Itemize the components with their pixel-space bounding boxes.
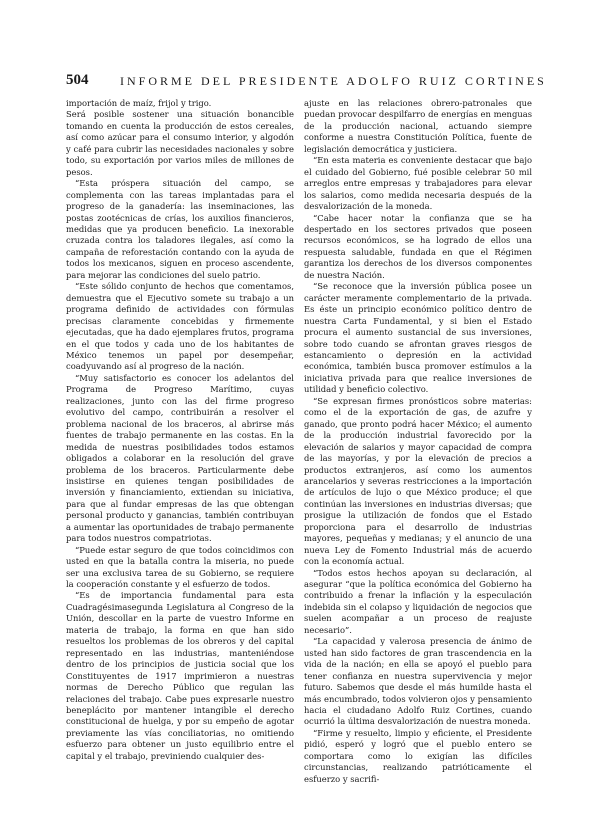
- page-number: 504: [66, 72, 89, 88]
- paragraph: “Todos estos hechos apoyan su declaración, al asegurar “que la política económica del Gobierno ha contribuido a frenar la inflación y la especulación indebida sin el colapso y liquidación de negocios que suelen acompañar a un proceso de reajuste necesario”.: [304, 567, 532, 635]
- paragraph: “Puede estar seguro de que todos coincidimos con usted en que la batalla contra la miseria, no puede ser una exclusiva tarea de su Gobierno, se requiere la cooperación constante y el esfuerzo de todos.: [66, 544, 294, 590]
- paragraph: “Muy satisfactorio es conocer los adelantos del Programa de Progreso Marítimo, cuyas realizaciones, junto con las del firme progreso evolutivo del campo, contribuirán a resolver el problema nacional de los braceros, al abrirse más fuentes de trabajo permanente en las costas. En la medida de nuestras posibilidades todos estamos obligados a colaborar en la resolución del grave problema de los braceros. Particularmente debe insistirse en quienes tengan posibilidades de inversión y financiamiento, extiendan su iniciativa, para que al fundar empresas de las que obtengan personal producto y ganancias, también contribuyan a aumentar las oportunidades de trabajo permanente para todos nuestros compatriotas.: [66, 372, 294, 544]
- paragraph: importación de maíz, frijol y trigo.: [66, 98, 212, 108]
- paragraph: “Esta próspera situación del campo, se complementa con las tareas implantadas para el progreso de la ganadería: las inseminaciones, las postas zootécnicas de crías, los auxilios financieros, medidas que ya producen beneficio. La inexorable cruzada contra los taladores ilegales, así como la campaña de reforestación contando con la ayuda de todos los mexicanos, siguen en proceso ascendente, para mejorar las condiciones del suelo patrio.: [66, 178, 294, 280]
- paragraph: ajuste en las relaciones obrero-patronales que puedan provocar despilfarro de energías en menguas de la producción nacional, actuando siempre conforme a nuestra Constitución Política, fuente de legislación democrática y justiciera.: [304, 98, 532, 154]
- left-column: [66, 98, 294, 762]
- paragraph: “Firme y resuelto, limpio y eficiente, el Presidente pidió, esperó y logró que el pueblo entero se comportara como lo exigían las difíciles circunstancias, realizando patrióticamente el esfuerzo y sacrifi-: [304, 727, 532, 784]
- paragraph: “Es de importancia fundamental para esta Cuadragésimasegunda Legislatura al Congreso de la Unión, descollar en la parte de vuestro Informe en materia de trabajo, la forma en que han sido resueltos los problemas de los obreros y del capital representado en las industrias, manteniéndose dentro de los principios de justicia social que los Constituyentes de 1917 imprimieron a nuestras normas de Derecho Público que regulan las relaciones del trabajo. Cabe pues expresarle nuestro beneplácito por mantener intangible el derecho constitucional de huelga, y por su empeño de agotar previamente las vías conciliatorias, no omitiendo esfuerzo para obtener un justo equilibrio entre el capital y el trabajo, previniendo cualquier des-: [66, 590, 294, 761]
- paragraph: “Este sólido conjunto de hechos que comentamos, demuestra que el Ejecutivo somete su trabajo a un programa definido de actividades con fórmulas precisas claramente concebidas y firmemente ejecutadas, que ha dado ejemplares frutos, programa en el que todos y cada uno de los habitantes de México tenemos un papel por desempeñar, coadyuvando así al progreso de la nación.: [66, 281, 294, 372]
- paragraph: Será posible sostener una situación bonancible tomando en cuenta la producción de estos cereales, así como azúcar para el consumo interior, y algodón y café para cubrir las necesidades nacionales y sobre todo, su exportación por varios miles de millones de pesos.: [66, 109, 294, 177]
- paragraph: “La capacidad y valerosa presencia de ánimo de usted han sido factores de gran trascendencia en la vida de la nación; en ella se apoyó el pueblo para tener confianza en nuestra supervivencia y mejor futuro. Sabemos que desde el más humilde hasta el más encumbrado, todos volvieron ojos y pensamiento hacia el ciudadano Adolfo Ruiz Cortines, cuando ocurrió la última desvalorización de nuestra moneda.: [304, 636, 532, 727]
- running-header: [66, 72, 547, 92]
- paragraph: “Se expresan firmes pronósticos sobre materias: como el de la exportación de gas, de azufre y ganado, que pronto podrá hacer México; el aumento de la producción industrial favorecido por la elevación de salarios y mayor capacidad de compra de las mayorías, y por la elevación de precios a productos extranjeros, así como los aumentos arancelarios y severas restricciones a la importación de artículos de lujo o que México produce; el que continúan las inversiones en industrias diversas; que prosigue la utilización de fondos que el Estado proporciona para el desarrollo de industrias mayores, pequeñas y medianas; y el anuncio de una nueva Ley de Fomento Industrial más de acuerdo con la economía actual.: [304, 395, 532, 567]
- right-column: [304, 98, 532, 785]
- paragraph: “En esta materia es conveniente destacar que bajo el cuidado del Gobierno, fué posible celebrar 50 mil arreglos entre empresas y trabajadores para elevar los salarios, como medida necesaria después de la desvalorización de la moneda.: [304, 155, 532, 212]
- paragraph: “Cabe hacer notar la confianza que se ha despertado en los sectores privados que poseen recursos económicos, se ha logrado de ellos una respuesta saludable, fundada en que el Régimen garantiza los derechos de los diversos componentes de nuestra Nación.: [304, 212, 532, 280]
- paragraph: “Se reconoce que la inversión pública posee un carácter meramente complementario de la privada. Es éste un principio económico político dentro de nuestra Carta Fundamental, y si bien el Estado procura el aumento sustancial de sus inversiones, sobre todo cuando se afrontan graves riesgos de estancamiento o depresión en la actividad económica, también busca promover estímulos a la iniciativa privada para que realice inversiones de utilidad y beneficio colectivo.: [304, 281, 532, 395]
- running-title: INFORME DEL PRESIDENTE ADOLFO RUIZ CORTINES: [120, 74, 547, 88]
